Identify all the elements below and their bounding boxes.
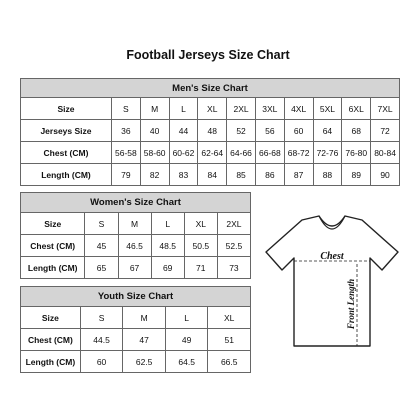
table-cell: 52.5 bbox=[217, 235, 250, 257]
table-cell: 45 bbox=[85, 235, 118, 257]
table-cell: S bbox=[111, 98, 140, 120]
table-cell: 86 bbox=[255, 164, 284, 186]
table-row bbox=[21, 235, 251, 257]
table-cell: XL bbox=[208, 307, 251, 329]
table-caption: Men's Size Chart bbox=[21, 79, 400, 98]
table-row bbox=[21, 329, 251, 351]
table-cell: 65 bbox=[85, 257, 118, 279]
row-label: Length (CM) bbox=[21, 351, 81, 373]
table-cell: 62-64 bbox=[198, 142, 227, 164]
table-cell: 87 bbox=[284, 164, 313, 186]
table-cell: 82 bbox=[140, 164, 169, 186]
row-label: Chest (CM) bbox=[21, 142, 112, 164]
table-cell: 60 bbox=[284, 120, 313, 142]
table-cell: 7XL bbox=[371, 98, 400, 120]
table-cell: 66-68 bbox=[255, 142, 284, 164]
table-row bbox=[21, 120, 400, 142]
table-cell: 46.5 bbox=[118, 235, 151, 257]
jersey-diagram bbox=[264, 212, 400, 352]
table-cell: 64 bbox=[313, 120, 342, 142]
table-cell: XL bbox=[184, 213, 217, 235]
table-cell: 49 bbox=[165, 329, 208, 351]
table-cell: L bbox=[165, 307, 208, 329]
table-cell: 60-62 bbox=[169, 142, 198, 164]
table-row bbox=[21, 351, 251, 373]
table-cell: 48.5 bbox=[151, 235, 184, 257]
table-cell: 47 bbox=[123, 329, 166, 351]
table-cell: 72 bbox=[371, 120, 400, 142]
table-cell: L bbox=[169, 98, 198, 120]
chest-label: Chest bbox=[320, 251, 344, 262]
youth-size-table bbox=[20, 286, 251, 373]
table-cell: 2XL bbox=[217, 213, 250, 235]
row-label: Size bbox=[21, 98, 112, 120]
table-cell: 90 bbox=[371, 164, 400, 186]
table-cell: S bbox=[85, 213, 118, 235]
table-row bbox=[21, 307, 251, 329]
table-cell: M bbox=[118, 213, 151, 235]
table-row bbox=[21, 142, 400, 164]
womens-size-table bbox=[20, 192, 251, 279]
front-length-label: Front Length bbox=[346, 278, 356, 330]
table-cell: 79 bbox=[111, 164, 140, 186]
table-cell: S bbox=[80, 307, 123, 329]
table-cell: 67 bbox=[118, 257, 151, 279]
table-cell: 44 bbox=[169, 120, 198, 142]
table-cell: 52 bbox=[227, 120, 256, 142]
table-cell: 69 bbox=[151, 257, 184, 279]
page-title: Football Jerseys Size Chart bbox=[126, 48, 290, 62]
table-caption: Youth Size Chart bbox=[21, 287, 251, 307]
table-cell: XL bbox=[198, 98, 227, 120]
row-label: Size bbox=[21, 307, 81, 329]
table-row bbox=[21, 98, 400, 120]
table-cell: 76-80 bbox=[342, 142, 371, 164]
table-cell: 80-84 bbox=[371, 142, 400, 164]
table-row bbox=[21, 257, 251, 279]
table-cell: 36 bbox=[111, 120, 140, 142]
table-cell: 5XL bbox=[313, 98, 342, 120]
mens-size-table bbox=[20, 78, 400, 186]
table-caption: Women's Size Chart bbox=[21, 193, 251, 213]
table-cell: 58-60 bbox=[140, 142, 169, 164]
table-cell: M bbox=[123, 307, 166, 329]
table-cell: 2XL bbox=[227, 98, 256, 120]
table-cell: 4XL bbox=[284, 98, 313, 120]
table-cell: 6XL bbox=[342, 98, 371, 120]
table-cell: 64-66 bbox=[227, 142, 256, 164]
table-cell: M bbox=[140, 98, 169, 120]
table-cell: 88 bbox=[313, 164, 342, 186]
table-cell: 73 bbox=[217, 257, 250, 279]
table-cell: 64.5 bbox=[165, 351, 208, 373]
table-cell: 44.5 bbox=[80, 329, 123, 351]
table-cell: 83 bbox=[169, 164, 198, 186]
table-cell: 48 bbox=[198, 120, 227, 142]
table-cell: 66.5 bbox=[208, 351, 251, 373]
row-label: Length (CM) bbox=[21, 164, 112, 186]
table-cell: 40 bbox=[140, 120, 169, 142]
table-cell: 3XL bbox=[255, 98, 284, 120]
jersey-outline-icon bbox=[266, 216, 398, 346]
row-label: Chest (CM) bbox=[21, 235, 85, 257]
table-cell: 62.5 bbox=[123, 351, 166, 373]
table-cell: 72-76 bbox=[313, 142, 342, 164]
table-cell: 68-72 bbox=[284, 142, 313, 164]
table-cell: 84 bbox=[198, 164, 227, 186]
table-cell: 56-58 bbox=[111, 142, 140, 164]
table-row bbox=[21, 164, 400, 186]
row-label: Jerseys Size bbox=[21, 120, 112, 142]
table-cell: 56 bbox=[255, 120, 284, 142]
table-cell: 71 bbox=[184, 257, 217, 279]
row-label: Length (CM) bbox=[21, 257, 85, 279]
table-cell: 51 bbox=[208, 329, 251, 351]
table-cell: 60 bbox=[80, 351, 123, 373]
table-cell: 50.5 bbox=[184, 235, 217, 257]
table-cell: 89 bbox=[342, 164, 371, 186]
row-label: Size bbox=[21, 213, 85, 235]
table-cell: 85 bbox=[227, 164, 256, 186]
table-cell: 68 bbox=[342, 120, 371, 142]
table-row bbox=[21, 213, 251, 235]
table-cell: L bbox=[151, 213, 184, 235]
row-label: Chest (CM) bbox=[21, 329, 81, 351]
